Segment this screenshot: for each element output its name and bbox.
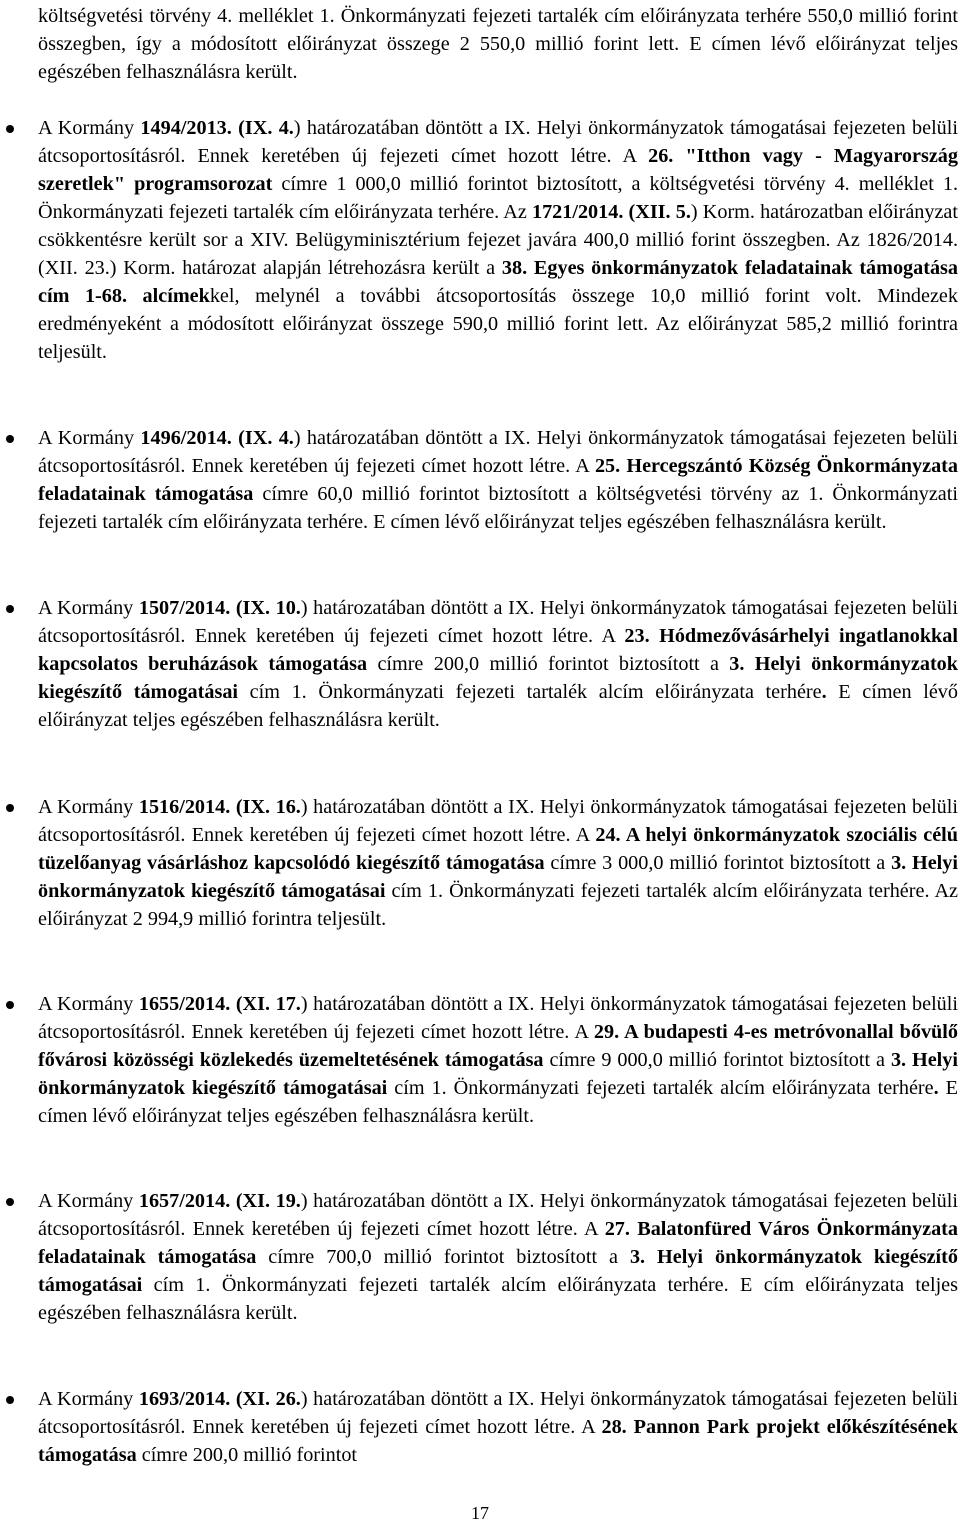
bullet-icon [6,1001,14,1009]
bold-run: 28. Pannon Park projekt előkészítésének támogatása [38,1416,958,1466]
text-run: ) határozatában döntött a IX. Helyi önkormányzatok támogatásai fejezeten belüli átcsoportosításról. Ennek keretében új fejezeti címet hozott létre. A [38,796,958,846]
bold-run: 26. "Itthon vagy - Magyarország szeretlek" programsorozat [38,145,958,195]
bullet-item-1657-2014 [38,1187,958,1327]
bullet-item-1693-2014 [38,1385,958,1469]
bullet-text [38,424,958,536]
text-run: A Kormány [38,117,141,139]
bold-run: 1655/2014. (XI. 17. [138,993,301,1015]
bullet-text [38,793,958,933]
bullet-text [38,114,958,366]
bold-run: 1516/2014. (IX. 16. [138,796,301,818]
text-run: címre 60,0 millió forintot biztosított a költségvetési törvény az 1. Önkormányzati fejezeti tartalék cím előirányzata terhére. E címen lévő előirányzat teljes egészében felhasználásra került. [38,483,958,533]
bold-run: 1657/2014. (XI. 19. [138,1190,301,1212]
bullet-item-1655-2014 [38,990,958,1130]
bullet-item-1494-2013 [38,114,958,366]
text-run: címre 1 000,0 millió forintot biztosított, a költségvetési törvény 4. melléklet 1. Önkormányzati fejezeti tartalék cím előirányzata terhére. Az [38,173,958,223]
bold-run: 1496/2014. (IX. 4. [140,427,294,449]
text-run: ) határozatában döntött a IX. Helyi önkormányzatok támogatásai fejezeten belüli átcsoportosításról. Ennek keretében új fejezeti címet hozott létre. A [38,597,958,647]
bold-run: 38. Egyes önkormányzatok feladatainak támogatása cím 1-68. alcímek [38,257,958,307]
bullet-icon [6,1396,14,1404]
text-run: ) határozatában döntött a IX. Helyi önkormányzatok támogatásai fejezeten belüli átcsoportosításról. Ennek keretében új fejezeti címet hozott létre. A [38,993,958,1043]
bold-run: 1693/2014. (XI. 26. [138,1388,301,1410]
bullet-item-1496-2014 [38,424,958,536]
text-run: cím 1. Önkormányzati fejezeti tartalék alcím előirányzata terhére. E cím előirányzata teljes egészében felhasználásra került. [38,1274,958,1324]
text-run: címre 9 000,0 millió forintot biztosított a [543,1049,891,1071]
text-run: címre 200,0 millió forintot [136,1444,358,1466]
bold-run: . [821,681,827,703]
bold-run: 29. A budapesti 4-es metróvonallal bővülő fővárosi közösségi közlekedés üzemeltetésének támogatása [38,1021,958,1071]
text-run: ) határozatában döntött a IX. Helyi önkormányzatok támogatásai fejezeten belüli átcsoportosításról. Ennek keretében új fejezeti címet hozott létre. A [38,427,958,477]
text-run: címre 200,0 millió forintot biztosított a [367,653,730,675]
text-run: E címen lévő előirányzat teljes egészében felhasználásra került. [38,1077,958,1127]
bullet-text [38,1187,958,1327]
text-run: A Kormány [38,427,141,449]
bullet-text [38,1385,958,1469]
text-run: A Kormány [38,1388,139,1410]
bullet-icon [6,435,14,443]
text-run: A Kormány [38,796,139,818]
text-run: E címen lévő előirányzat teljes egészében felhasználásra került. [38,681,958,731]
text-run: A Kormány [38,1190,139,1212]
text-run: ) határozatában döntött a IX. Helyi önkormányzatok támogatásai fejezeten belüli átcsoportosításról. Ennek keretében új fejezeti címet hozott létre. A [38,117,958,167]
text-run: ) Korm. határozatban előirányzat csökkentésre került sor a XIV. Belügyminisztérium fejezet javára 400,0 millió forint összegben. Az 1826/2014. (XII. 23.) Korm. határozat alapján létrehozásra került a [38,201,959,279]
bold-run: 1721/2014. (XII. 5. [531,201,691,223]
bold-run: 24. A helyi önkormányzatok szociális célú tüzelőanyag vásárláshoz kapcsolódó kiegészítő támogatása [38,824,958,874]
bold-run: 25. Hercegszántó Község Önkormányzata feladatainak támogatása [38,455,958,505]
bold-run: 1494/2013. (IX. 4. [140,117,294,139]
text-run: ) határozatában döntött a IX. Helyi önkormányzatok támogatásai fejezeten belüli átcsoportosításról. Ennek keretében új fejezeti címet hozott létre. A [38,1190,958,1240]
text-run: ) határozatában döntött a IX. Helyi önkormányzatok támogatásai fejezeten belüli átcsoportosításról. Ennek keretében új fejezeti címet hozott létre. A [38,1388,958,1438]
text-run: kel, melynél a további átcsoportosítás összege 10,0 millió forint volt. Mindezek eredményeként a módosított előirányzat összege 590,0 millió forint lett. Az előirányzat 585,2 millió forintra teljesült. [38,285,958,363]
bullet-item-1507-2014 [38,594,958,734]
bold-run: 3. Helyi önkormányzatok kiegészítő támogatásai [38,852,958,902]
text-run: cím 1. Önkormányzati fejezeti tartalék alcím előirányzata terhére. Az előirányzat 2 994,9 millió forintra teljesült. [38,880,958,930]
bullet-icon [6,125,14,133]
text-run: cím 1. Önkormányzati fejezeti tartalék alcím előirányzata terhére [387,1077,934,1099]
bold-run: 27. Balatonfüred Város Önkormányzata feladatainak támogatása [38,1218,958,1268]
text-run: A Kormány [38,597,139,619]
bold-run: 3. Helyi önkormányzatok kiegészítő támogatásai [38,1246,958,1296]
bullet-icon [6,1198,14,1206]
text-run: költségvetési törvény 4. melléklet 1. Önkormányzati fejezeti tartalék cím előirányzata terhére 550,0 millió forint összegben, így a módosított előirányzat összege 2 550,0 millió forint lett. E címen lévő előirányzat teljes egészében felhasználásra került. [38,5,958,83]
bullet-item-1516-2014 [38,793,958,933]
bold-run: 3. Helyi önkormányzatok kiegészítő támogatásai [38,653,959,703]
bullet-text [38,594,958,734]
text-run: címre 700,0 millió forintot biztosított a [256,1246,630,1268]
bold-run: 3. Helyi önkormányzatok kiegészítő támogatásai [38,1049,958,1099]
bold-run: 23. Hódmezővásárhelyi ingatlanokkal kapcsolatos beruházások támogatása [38,625,958,675]
bullet-icon [6,804,14,812]
text-run: cím 1. Önkormányzati fejezeti tartalék alcím előirányzata terhére [238,681,822,703]
page-number: 17 [471,1503,489,1523]
bullet-text [38,990,958,1130]
bold-run: 1507/2014. (IX. 10. [138,597,301,619]
bullet-icon [6,605,14,613]
text-run: A Kormány [38,993,139,1015]
intro-paragraph [38,2,958,86]
text-run: címre 3 000,0 millió forintot biztosított a [544,852,892,874]
bold-run: . [933,1077,939,1099]
